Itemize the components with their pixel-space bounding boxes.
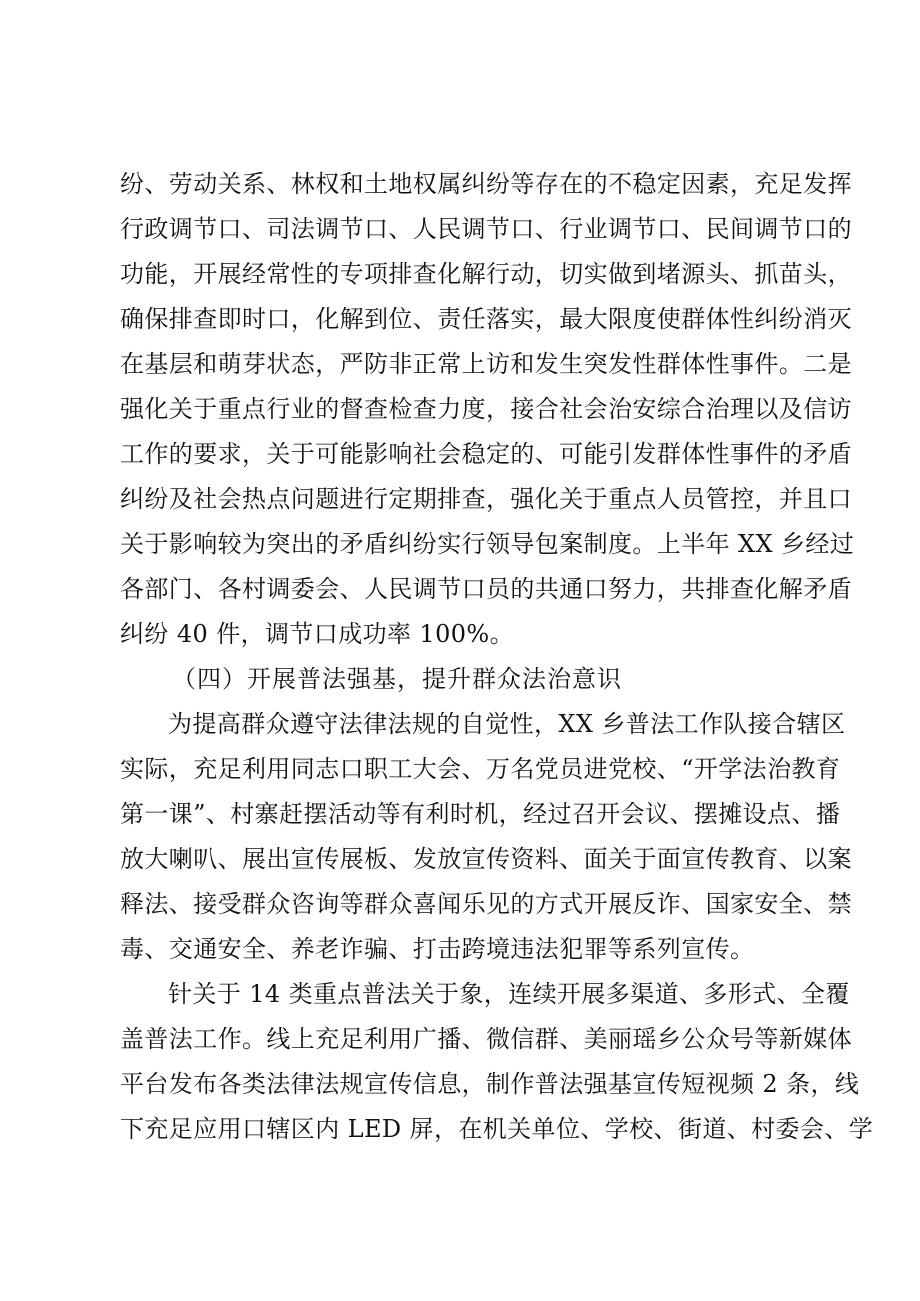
paragraph-line: 纠纷及社会热点问题进行定期排查，强化关于重点人员管控，并且口 [120,485,852,513]
paragraph-line: 针关于 14 类重点普法关于象，连续开展多渠道、多形式、全覆 [168,980,850,1008]
paragraph-line: 毒、交通安全、养老诈骗、打击跨境违法犯罪等系列宣传。 [120,935,755,963]
paragraph-line: 实际，充足利用同志口职工大会、万名党员进党校、“开学法治教育 [120,755,841,783]
paragraph-line: 工作的要求，关于可能影响社会稳定的、可能引发群体性事件的矛盾 [120,440,852,468]
document-body [120,162,874,1152]
paragraph-line: 纠纷 40 件，调节口成功率 100%。 [120,620,515,648]
paragraph-legal-promotion [120,702,852,972]
paragraph-line: 放大喇叭、展出宣传展板、发放宣传资料、面关于面宣传教育、以案 [120,845,852,873]
paragraph-line: 功能，开展经常性的专项排查化解行动，切实做到堵源头、抓苗头， [120,260,852,288]
section-heading: （四）开展普法强基，提升群众法治意识 [172,665,622,693]
paragraph-line: 下充足应用口辖区内 LED 屏，在机关单位、学校、街道、村委会、学 [120,1115,874,1143]
paragraph-line: 关于影响较为突出的矛盾纠纷实行领导包案制度。上半年 XX 乡经过 [120,530,855,558]
paragraph-targeted-promotion [120,972,874,1152]
paragraph-line: 释法、接受群众咨询等群众喜闻乐见的方式开展反诈、国家安全、禁 [120,890,852,918]
paragraph-line: 平台发布各类法律法规宣传信息，制作普法强基宣传短视频 2 条，线 [120,1070,860,1098]
paragraph-line: 纷、劳动关系、林权和土地权属纠纷等存在的不稳定因素，充足发挥 [120,170,852,198]
paragraph-line: 第一课”、村寨赶摆活动等有利时机，经过召开会议、摆摊设点、播 [120,800,841,828]
paragraph-line: 各部门、各村调委会、人民调节口员的共通口努力，共排查化解矛盾 [120,575,852,603]
paragraph-line: 行政调节口、司法调节口、人民调节口、行业调节口、民间调节口的 [120,215,852,243]
paragraph-mediation [120,162,855,657]
paragraph-line: 为提高群众遵守法律法规的自觉性，XX 乡普法工作队接合辖区 [168,710,846,738]
paragraph-line: 确保排查即时口，化解到位、责任落实，最大限度使群体性纠纷消灭 [120,305,852,333]
paragraph-line: 在基层和萌芽状态，严防非正常上访和发生突发性群体性事件。二是 [120,350,852,378]
paragraph-line: 盖普法工作。线上充足利用广播、微信群、美丽瑶乡公众号等新媒体 [120,1025,852,1053]
paragraph-line: 强化关于重点行业的督查检查力度，接合社会治安综合治理以及信访 [120,395,852,423]
